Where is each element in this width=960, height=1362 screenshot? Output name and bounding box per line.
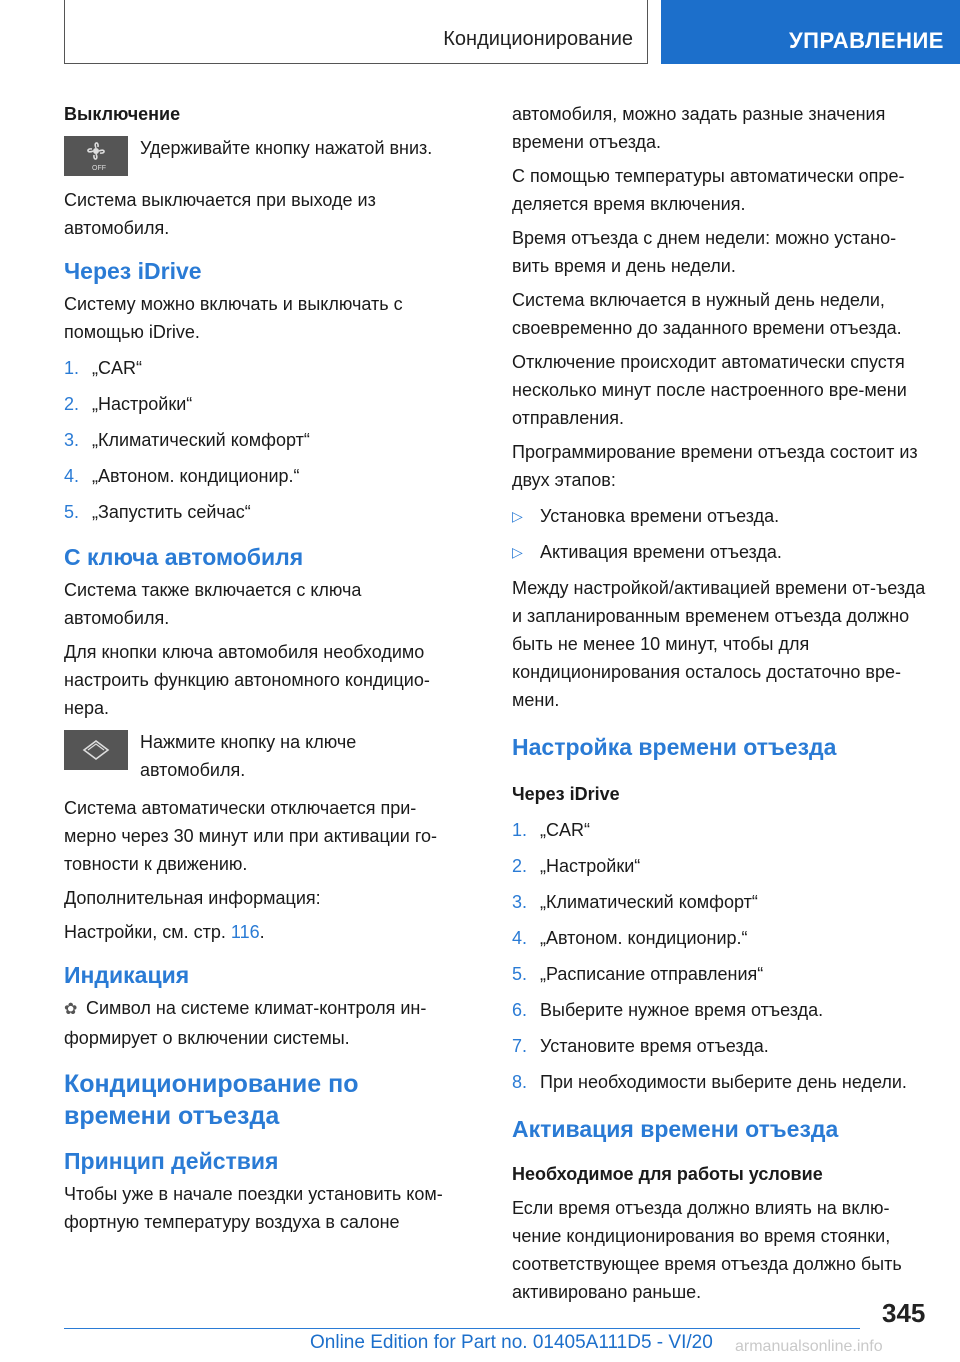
heading-idrive: Через iDrive	[64, 258, 202, 284]
footer-edition: Online Edition for Part no. 01405A111D5 - VI/20	[310, 1332, 713, 1353]
watermark: armanualsonline.info	[735, 1338, 883, 1355]
list-item: 6. Выберите нужное время отъезда.	[512, 1000, 824, 1020]
paragraph: ✿ Символ на системе климат-контроля ин-формирует о включении системы.	[64, 998, 427, 1048]
footer-divider	[64, 1328, 860, 1329]
list-item: 5. „Расписание отправления“	[512, 964, 764, 984]
heading-principle: Принцип действия	[64, 1148, 279, 1174]
fan-icon: ✿	[64, 1001, 78, 1018]
bullet-list	[512, 500, 932, 568]
list-item: 3. „Климатический комфорт“	[512, 892, 758, 912]
heading-requirement: Необходимое для работы условие	[512, 1164, 823, 1184]
paragraph: Между настройкой/активацией времени от-ъезда и запланированным временем отъезда должно быть не менее 10 минут, чтобы для кондиционирования осталось достаточно вре-мени.	[512, 578, 926, 710]
triangle-right-icon: ▷	[512, 508, 523, 524]
paragraph: Если время отъезда должно влиять на вклю-чение кондиционирования во время стоянки, соответствующее время отъезда должно быть активировано раньше.	[512, 1198, 902, 1302]
key-instruction: Нажмите кнопку на ключе автомобиля.	[140, 732, 357, 780]
heading-idrive-2: Через iDrive	[512, 784, 620, 804]
list-item: 4. „Автоном. кондиционир.“	[64, 466, 300, 486]
paragraph: автомобиля, можно задать разные значения времени отъезда.	[512, 104, 886, 152]
list-item: 4. „Автоном. кондиционир.“	[512, 928, 748, 948]
paragraph: Время отъезда с днем недели: можно устано-вить время и день недели.	[512, 228, 897, 276]
off-icon-row	[64, 134, 464, 176]
paragraph: Программирование времени отъезда состоит из двух этапов:	[512, 442, 918, 490]
list-item: 8. При необходимости выберите день недели.	[512, 1072, 907, 1092]
key-button-icon	[64, 730, 128, 770]
list-item: 7. Установите время отъезда.	[512, 1036, 769, 1056]
left-column	[64, 100, 464, 1242]
paragraph-settings-ref: Настройки, см. стр. 116.	[64, 922, 265, 942]
paragraph: Система автоматически отключается при-мерно через 30 минут или при активации го-товности к движению.	[64, 798, 438, 874]
paragraph: Отключение происходит автоматически спустя несколько минут после настроенного вре-мени отправления.	[512, 352, 907, 428]
list-item: 5. „Запустить сейчас“	[64, 502, 251, 522]
list-item: ▷ Установка времени отъезда.	[512, 500, 932, 532]
heading-key: С ключа автомобиля	[64, 544, 304, 570]
off-instruction: Удерживайте кнопку нажатой вниз.	[140, 138, 433, 158]
triangle-right-icon: ▷	[512, 544, 523, 560]
header-chapter-title: УПРАВЛЕНИЕ	[789, 28, 944, 53]
header-section-box	[64, 0, 648, 64]
paragraph: Дополнительная информация:	[64, 888, 321, 908]
paragraph: Чтобы уже в начале поездки установить ком-фортную температуру воздуха в салоне	[64, 1184, 443, 1232]
paragraph: Система включается в нужный день недели, своевременно до заданного времени отъезда.	[512, 290, 902, 338]
key-icon-row	[64, 728, 464, 784]
paragraph: Для кнопки ключа автомобиля необходимо настроить функцию автономного кондицио-нера.	[64, 642, 430, 718]
steps-list-1	[64, 352, 464, 528]
right-column	[512, 100, 932, 1312]
list-item: 1. „CAR“	[64, 358, 142, 378]
svg-text:OFF: OFF	[92, 165, 106, 172]
heading-indication: Индикация	[64, 962, 190, 988]
heading-activate-departure: Активация времени отъезда	[512, 1116, 839, 1142]
page-number: 345	[882, 1298, 926, 1328]
page-link[interactable]: 116	[230, 922, 260, 942]
list-item: 3. „Климатический комфорт“	[64, 430, 310, 450]
heading-off: Выключение	[64, 104, 181, 124]
list-item: 2. „Настройки“	[512, 856, 641, 876]
fan-off-icon	[64, 136, 128, 176]
list-item: ▷ Активация времени отъезда.	[512, 536, 932, 568]
header-section-title: Кондиционирование	[443, 28, 633, 50]
paragraph: С помощью температуры автоматически опре-деляется время включения.	[512, 166, 905, 214]
paragraph: Система также включается с ключа автомобиля.	[64, 580, 362, 628]
steps-list-2	[512, 814, 932, 1098]
heading-set-departure: Настройка времени отъезда	[512, 734, 837, 760]
list-item: 2. „Настройки“	[64, 394, 193, 414]
paragraph: Система выключается при выходе из автомобиля.	[64, 190, 376, 238]
heading-departure: Кондиционирование по времени отъезда	[64, 1070, 359, 1130]
list-item: 1. „CAR“	[512, 820, 590, 840]
paragraph: Систему можно включать и выключать с помощью iDrive.	[64, 294, 403, 342]
header-chapter-tab[interactable]	[661, 0, 960, 64]
